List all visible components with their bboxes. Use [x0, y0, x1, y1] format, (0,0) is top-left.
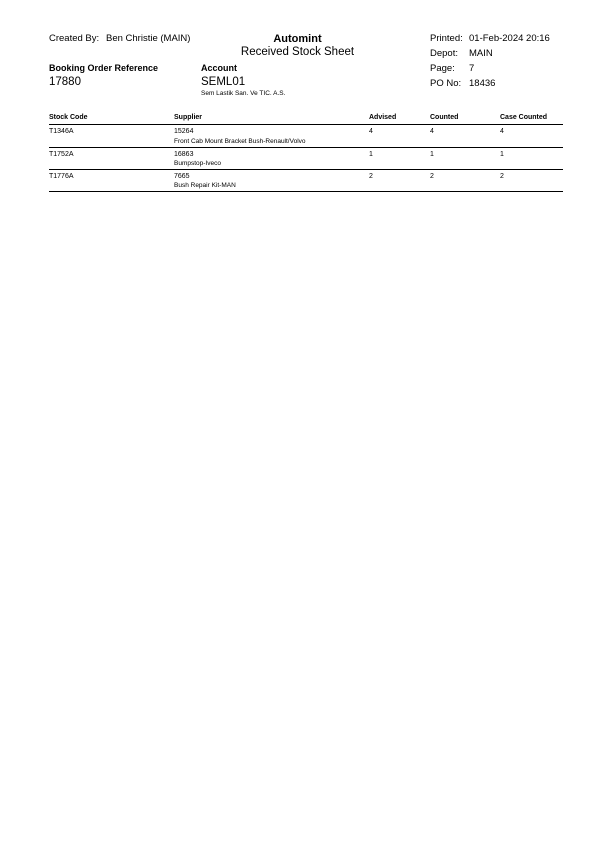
stock-code: T1776A: [49, 173, 74, 180]
col-counted: Counted: [430, 114, 459, 121]
supplier-code: 7665: [174, 173, 190, 180]
row-divider: [49, 169, 563, 170]
col-stock-code: Stock Code: [49, 114, 88, 121]
po-value: 18436: [469, 78, 496, 89]
stock-code: T1346A: [49, 128, 74, 135]
col-supplier: Supplier: [174, 114, 203, 121]
page-label: Page:: [430, 63, 455, 74]
created-by-label: Created By:: [49, 33, 100, 44]
account-name: Sem Lastik San. Ve TIC. A.S.: [201, 90, 286, 97]
advised-qty: 4: [369, 128, 373, 135]
item-description: Front Cab Mount Bracket Bush-Renault/Volvo: [174, 138, 306, 145]
counted-qty: 2: [430, 173, 434, 180]
row-divider: [49, 147, 563, 148]
account-code: SEML01: [201, 76, 246, 88]
page-value: 7: [469, 63, 475, 74]
booking-ref-value: 17880: [49, 76, 81, 88]
case-counted-qty: 4: [500, 128, 504, 135]
printed-value: 01-Feb-2024 20:16: [469, 33, 550, 44]
counted-qty: 4: [430, 128, 434, 135]
case-counted-qty: 2: [500, 173, 504, 180]
stock-code: T1752A: [49, 151, 74, 158]
counted-qty: 1: [430, 151, 434, 158]
report-title: Received Stock Sheet: [240, 46, 355, 58]
depot-label: Depot:: [430, 48, 458, 59]
printed-label: Printed:: [430, 33, 463, 44]
advised-qty: 2: [369, 173, 373, 180]
case-counted-qty: 1: [500, 151, 504, 158]
item-description: Bumpstop-Iveco: [174, 160, 221, 167]
col-advised: Advised: [369, 114, 397, 121]
supplier-code: 15264: [174, 128, 194, 135]
header-rule: [49, 124, 563, 125]
created-by-value: Ben Christie (MAIN): [106, 33, 191, 44]
depot-value: MAIN: [469, 48, 493, 59]
booking-ref-label: Booking Order Reference: [49, 63, 159, 73]
account-label: Account: [201, 63, 237, 73]
po-label: PO No:: [430, 78, 462, 89]
row-divider: [49, 191, 563, 192]
col-case-counted: Case Counted: [500, 114, 548, 121]
company-name: Automint: [273, 33, 322, 45]
advised-qty: 1: [369, 151, 373, 158]
item-description: Bush Repair Kit-MAN: [174, 182, 236, 189]
supplier-code: 16863: [174, 151, 194, 158]
